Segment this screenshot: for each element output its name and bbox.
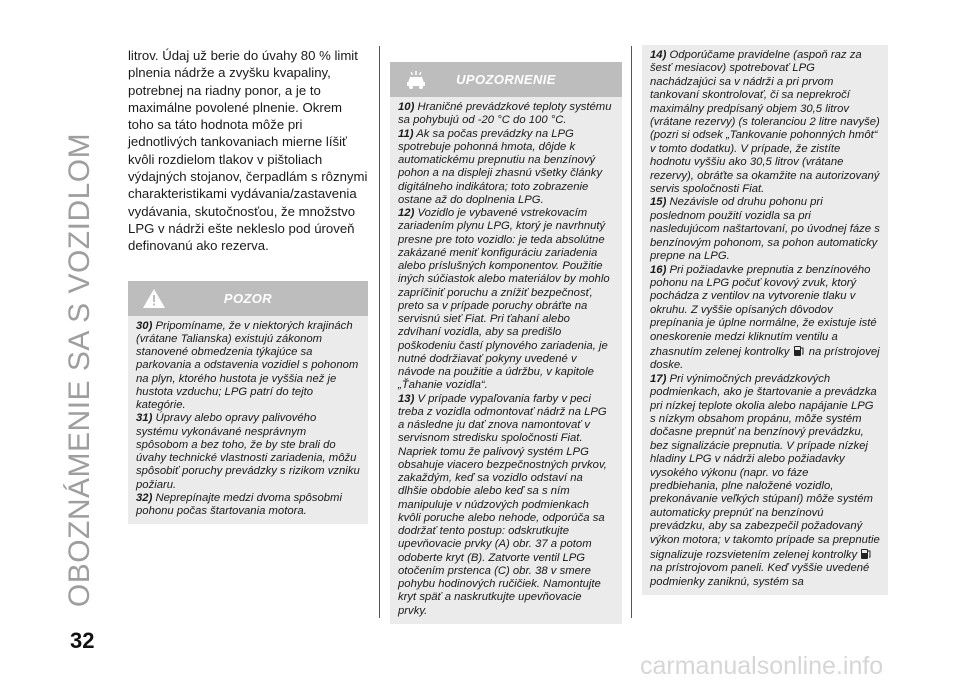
note-number: 13) bbox=[398, 392, 415, 405]
note-number: 17) bbox=[650, 372, 667, 385]
note-text: Pripomíname, že v niektorých krajinách (vrátane Talianska) existujú zákonom stanovené obmedzenia týkajúce sa parkovania a odstavenia vozidiel s pohonom na plyn, ktorého hustota je vyššia než je hustota vzduchu; LPG patrí do tejto kategórie. bbox=[136, 319, 359, 412]
column-divider bbox=[379, 46, 380, 618]
upozornenie-title: UPOZORNENIE bbox=[456, 72, 556, 87]
upozornenie-header bbox=[390, 62, 622, 97]
note-text: Pri požiadavke prepnutia z benzínového pohonu na LPG počuť kovový zvuk, ktorý pochádza z ventilov na vytvorenie tlaku v okruhu. Z vyššie opísaných dôvodov prepínania je úplne normálne, že existuje isté oneskorenie medzi kliknutím ventilu a zhasnutím zelenej kontrolky bbox=[650, 263, 877, 358]
note-text: na prístrojovom paneli. Keď vyššie uvedené podmienky zaniknú, systém sa bbox=[650, 562, 870, 588]
note-text: Úpravy alebo opravy palivového systému vykonávané nesprávnym spôsobom a bez toho, že by ste brali do úvahy technické vlastnosti zariadenia, môžu spôsobiť poruchy prevádzky s rizikom vzniku požiaru. bbox=[136, 412, 360, 491]
pozor-title: POZOR bbox=[223, 290, 273, 306]
note-paragraph bbox=[398, 101, 614, 128]
upozornenie-box bbox=[390, 62, 622, 624]
watermark-text: carmanualsonline.info bbox=[640, 652, 884, 680]
note-number: 12) bbox=[398, 207, 415, 219]
pozor-box bbox=[128, 281, 368, 525]
note-paragraph bbox=[650, 196, 880, 263]
note-text: Odporúčame pravidelne (aspoň raz za šesť mesiacov) spotrebovať LPG nachádzajúci sa v nádrži a pri prvom tankovaní skontrolovať, či sa neprekročí maximálny predpísaný objem 30,5 litrov (vrátane rezervy) (s toleranciou 2 litre navyše) (pozri si odsek „Tankovanie pohonných hmôt“ v tomto dodatku). V prípade, že zistíte hodnotu vyššiu ako 30,5 litrov (vrátane rezervy), obráťte sa okamžite na autorizovaný servis spoločnosti Fiat. bbox=[650, 49, 880, 196]
lpg-warning-lamp-icon bbox=[860, 547, 871, 560]
column1-text: litrov. Údaj už berie do úvahy 80 % limit plnenia nádrže a zvyšku kvapaliny, potrebnej na riadny ponor, a je to maximálne povolené plnenie. Okrem toho sa táto hodnota môže pri jednotlivých tankovaniach mierne líšiť kvôli rozdielom tlakov v pištoliach výdajných stojanov, čerpadlám s rôznymi charakteristikami vydávania/zastavenia vydávania, skutočnosťou, že množstvo LPG v nádrži ešte nekleslo pod úroveň definovanú ako rezerva. bbox=[128, 48, 368, 254]
page-number: 32 bbox=[70, 628, 95, 653]
note-number: 15) bbox=[650, 196, 667, 209]
column-1 bbox=[128, 47, 368, 524]
column-2 bbox=[390, 62, 622, 624]
note-paragraph bbox=[650, 264, 880, 373]
lpg-warning-lamp-icon bbox=[793, 344, 804, 357]
note-number: 11) bbox=[398, 127, 414, 140]
column-divider bbox=[631, 46, 632, 618]
note-text: Nezávisle od druhu pohonu pri poslednom použití vozidla sa pri nasledujúcom naštartovaní, po úvodnej fáze s benzínovým pohonom, sa pohon automaticky prepne na LPG. bbox=[650, 196, 880, 263]
note-paragraph bbox=[136, 320, 360, 413]
note-text: Neprepínajte medzi dvoma spôsobmi pohonu počas štartovania motora. bbox=[136, 491, 342, 518]
note-paragraph bbox=[136, 492, 360, 519]
note-paragraph bbox=[398, 128, 614, 208]
note-text: na prístrojovej doske. bbox=[650, 345, 880, 372]
note-text: Ak sa počas prevádzky na LPG spotrebuje pohonná hmota, dôjde k automatickému prepnutiu na benzínový pohon a na displeji zhasnú všetky články digitálneho indikátora; toto zobrazenie ostane až do doplnenia LPG. bbox=[398, 127, 603, 206]
note-paragraph bbox=[650, 49, 880, 196]
note-text: V prípade vypaľovania farby v peci treba z vozidla odmontovať nádrž na LPG a následne ju dať znova namontovať v servisnom stredisku spoločnosti Fiat. Napriek tomu že palivový systém LPG obsahuje viacero bezpečnostných prvkov, zakaždým, keď sa vozidlo odstaví na dlhšie obdobie alebo keď sa s ním manipuluje v núdzových podmienkach kvôli poruche alebo nehode, odporúča sa dodržať tento postup: odskrutkujte upevňovacie prvky (A) obr. 37 a potom odoberte kryt (B). Zatvorte ventil LPG otočením prstenca (C) obr. 38 v smere pohybu hodinových ručičiek. Namontujte kryt späť a naskrutkujte upevňovacie prvky. bbox=[398, 392, 607, 617]
note-number: 14) bbox=[650, 49, 667, 61]
pozor-body bbox=[128, 316, 368, 525]
note-text: Pri výnimočných prevádzkových podmienkach, ako je štartovanie a prevádzka pri nízkej teplote okolia alebo napájanie LPG s nízkym obsahom propánu, môže systém dočasne prepnúť na benzínový prevádzku, bez signalizácie prepnutia. V prípade nízkej hladiny LPG v nádrži alebo požiadavky vysokého výkonu (napr. vo fáze predbiehania, plne naložené vozidlo, prekonávanie veľkých stúpaní) môže systém automaticky prepnúť na benzínovú prevádzku, aby sa zabezpečil požadovaný výkon motora; v takomto prípade sa prepnutie signalizuje rozsvietením zelenej kontrolky bbox=[650, 372, 880, 562]
note-text: Hraničné prevádzkové teploty systému sa pohybujú od -20 °C do 100 °C. bbox=[398, 101, 612, 127]
note-paragraph bbox=[136, 412, 360, 492]
note-text: Vozidlo je vybavené vstrekovacím zariadením plynu LPG, ktorý je navrhnutý presne pre toto vozidlo: je teda absolútne zakázané meniť konfiguráciu zariadenia alebo príslušných komponentov. Použitie iných súčiastok alebo materiálov by mohlo zapríčiniť poruchu a znížiť bezpečnosť, preto sa v prípade poruchy obráťte na servisnú sieť Fiat. Pri ťahaní alebo zdvíhaní vozidla, aby sa predišlo poškodeniu častí plynového zariadenia, je nutné dodržiavať pokyny uvedené v návode na použitie a údržbu, v kapitole „Ťahanie vozidla“. bbox=[398, 207, 610, 392]
upozornenie-body bbox=[390, 97, 622, 624]
note-paragraph bbox=[650, 373, 880, 590]
note-number: 16) bbox=[650, 263, 667, 276]
note-paragraph bbox=[398, 393, 614, 618]
notes-continuation-box bbox=[642, 45, 888, 595]
column-3 bbox=[642, 45, 888, 595]
note-number: 31) bbox=[136, 412, 153, 425]
pozor-header bbox=[128, 281, 368, 316]
note-number: 32) bbox=[136, 491, 153, 504]
note-paragraph bbox=[398, 207, 614, 393]
side-chapter-title: OBOZNÁMENIE SA S VOZIDLOM bbox=[63, 132, 96, 608]
note-number: 10) bbox=[398, 101, 415, 113]
note-number: 30) bbox=[136, 319, 153, 332]
